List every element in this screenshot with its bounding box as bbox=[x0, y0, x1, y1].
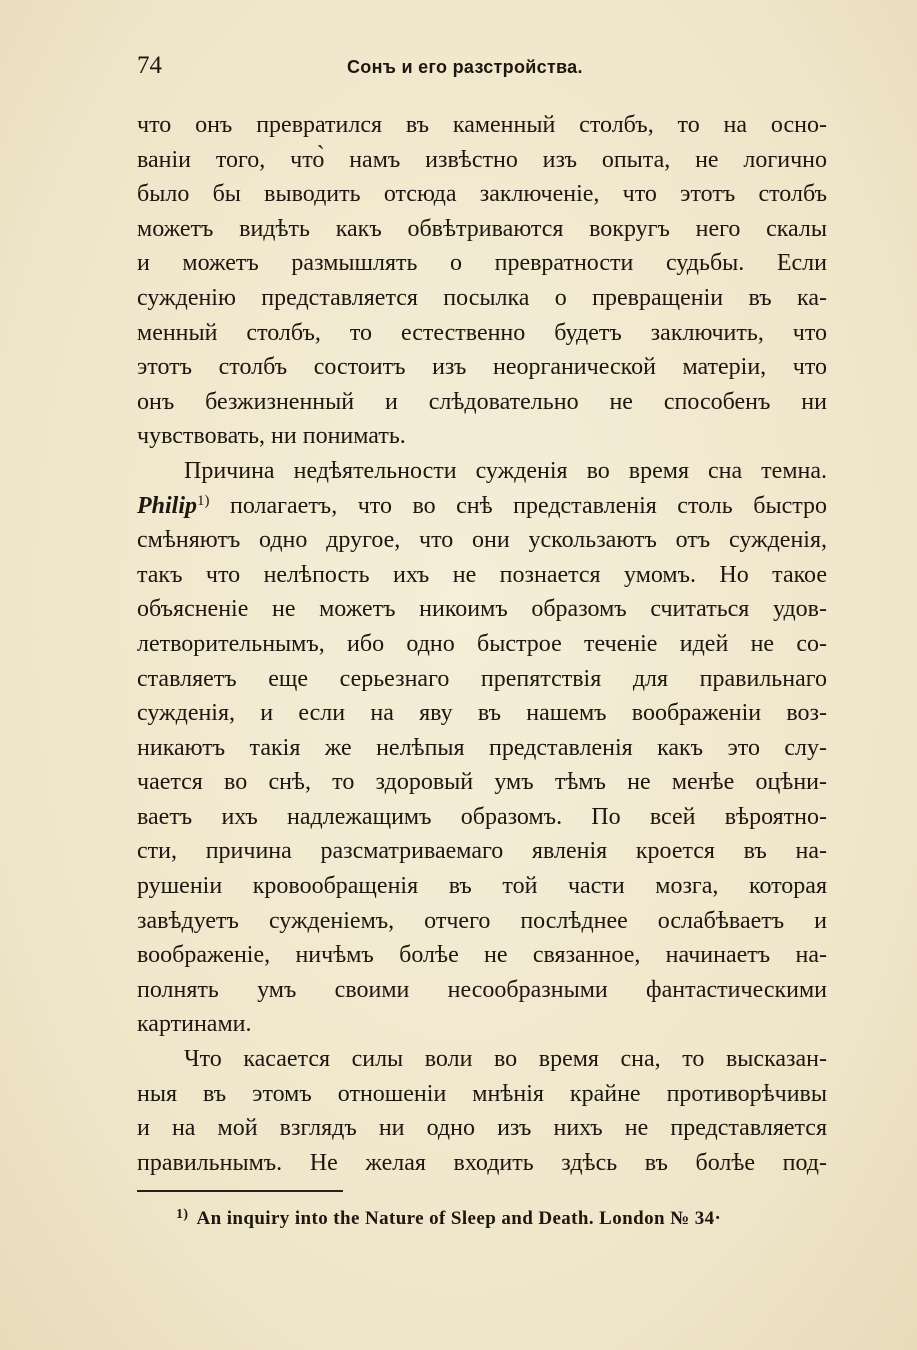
text-line: что онъ превратился въ каменный столбъ, то на осно- bbox=[137, 112, 827, 138]
text-line: ныя въ этомъ отношеніи мнѣнія крайне противорѣчивы bbox=[137, 1080, 827, 1107]
text-line: сти, причина разсматриваемаго явленія кроется въ на- bbox=[137, 838, 827, 865]
text-line: сужденія, и если на яву въ нашемъ воображеніи воз- bbox=[137, 700, 827, 727]
text-line: Причина недѣятельности сужденія во время сна темна. bbox=[184, 457, 827, 484]
footnote-reference: 1) bbox=[197, 492, 210, 509]
text-line: картинами. bbox=[137, 1011, 252, 1038]
text-line: сужденію представляется посылка о превращеніи въ ка- bbox=[137, 284, 827, 311]
text-line: и на мой взглядъ ни одно изъ нихъ не представляется bbox=[137, 1115, 827, 1142]
author-line-text: полагаетъ, что во снѣ представленія столь быстро bbox=[209, 492, 827, 519]
text-line: завѣдуетъ сужденіемъ, отчего послѣднее ослабѣваетъ и bbox=[137, 907, 827, 934]
footnote bbox=[176, 1207, 836, 1230]
body-text bbox=[137, 108, 827, 1180]
footnote-text: An inquiry into the Nature of Sleep and Death. London № 34· bbox=[196, 1208, 722, 1229]
text-line: ваніи того, что̀ намъ извѣстно изъ опыта, не логично bbox=[137, 146, 827, 173]
text-line: можетъ видѣть какъ обвѣтриваются вокругъ него скалы bbox=[137, 215, 827, 242]
text-line: менный столбъ, то естественно будетъ заключить, что bbox=[137, 319, 827, 346]
running-head bbox=[137, 52, 827, 92]
text-line: и можетъ размышлять о превратности судьбы. Если bbox=[137, 250, 827, 277]
text-line: никаютъ такія же нелѣпыя представленія какъ это слу- bbox=[137, 734, 827, 761]
text-line: воображеніе, ничѣмъ болѣе не связанное, начинаетъ на- bbox=[137, 942, 827, 969]
text-line: объясненіе не можетъ никоимъ образомъ считаться удов- bbox=[137, 596, 827, 623]
text-line: полнять умъ своими несообразными фантастическими bbox=[137, 976, 827, 1003]
text-line: чувствовать, ни понимать. bbox=[137, 423, 406, 450]
text-line: было бы выводить отсюда заключеніе, что этотъ столбъ bbox=[137, 181, 827, 208]
page-number: 74 bbox=[137, 52, 162, 79]
text-line: Что касается силы воли во время сна, то высказан- bbox=[184, 1046, 827, 1073]
text-line: онъ безжизненный и слѣдовательно не способенъ ни bbox=[137, 388, 827, 415]
footnote-divider bbox=[137, 1190, 343, 1192]
text-line: летворительнымъ, ибо одно быстрое теченіе идей не со- bbox=[137, 630, 827, 657]
text-line: рушеніи кровообращенія въ той части мозга, которая bbox=[137, 873, 827, 900]
author-name: Philip bbox=[137, 492, 198, 519]
author-line bbox=[137, 489, 827, 524]
text-line: этотъ столбъ состоитъ изъ неорганической матеріи, что bbox=[137, 354, 827, 381]
running-title: Сонъ и его разстройства. bbox=[347, 57, 583, 77]
text-line: ставляетъ еще серьезнаго препятствія для правильнаго bbox=[137, 665, 827, 692]
text-line: правильнымъ. Не желая входить здѣсь въ болѣе под- bbox=[137, 1149, 827, 1176]
text-line: такъ что нелѣпость ихъ не познается умомъ. Но такое bbox=[137, 561, 827, 588]
footnote-mark: 1) bbox=[176, 1207, 189, 1222]
text-line: смѣняютъ одно другое, что они ускользаютъ отъ сужденія, bbox=[137, 527, 827, 554]
text-line: чается во снѣ, то здоровый умъ тѣмъ не менѣе оцѣни- bbox=[137, 769, 827, 796]
text-line: ваетъ ихъ надлежащимъ образомъ. По всей вѣроятно- bbox=[137, 803, 827, 830]
